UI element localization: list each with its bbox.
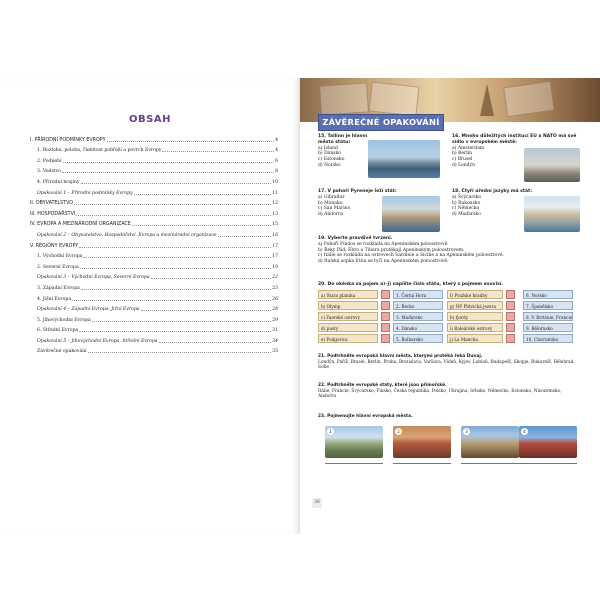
capitals-list[interactable]: Londýn, Paříž, Brusel, Berlín, Praha, Bratislava, Varšava, Vídeň, Kyjev, Lublaň, Budapešť, Skopje, Bukurešť, Bělehrad, Sofie — [318, 359, 575, 371]
toc-page-number: 28 — [272, 307, 278, 313]
matching-item: 2. Řecko — [393, 301, 443, 310]
toc-entry[interactable] — [30, 302, 278, 313]
option: b) Berlín — [452, 151, 472, 157]
toc-entry-text: 2. Severní Evropa — [37, 264, 79, 270]
toc-leader — [62, 172, 274, 173]
question-22 — [318, 383, 580, 400]
toc-leader — [80, 268, 271, 269]
option: c) Brusel — [452, 157, 473, 163]
answer-box[interactable] — [506, 312, 515, 321]
toc-page-number: 17 — [272, 254, 278, 260]
toc-entry[interactable] — [30, 164, 278, 175]
answer-box[interactable] — [506, 323, 515, 332]
toc-entry[interactable] — [30, 280, 278, 291]
states-list[interactable]: Itálie, Francie, Švýcarsko, Finsko, Česká republika, Polsko, Ukrajina, Srbsko, Německo, Estonsko, Nizozemsko, Andorra — [318, 388, 562, 400]
toc-entry-text: 3. Vodstvo — [37, 169, 62, 175]
toc-entry-text: 3. Západní Evropa — [37, 285, 80, 291]
answer-box[interactable] — [381, 312, 390, 321]
toc-leader — [159, 342, 272, 343]
answer-box[interactable] — [506, 301, 515, 310]
toc-page-number: 4 — [275, 137, 278, 143]
toc-entry-text: Opakování 4 – Západní Evropa, Jižní Evropa — [37, 307, 140, 313]
city-photo — [461, 426, 519, 458]
toc-page-number: 34 — [272, 338, 278, 344]
toc-entry[interactable] — [30, 206, 278, 217]
matching-item: 7. Španělsko — [523, 301, 573, 310]
photo-number: 4 — [521, 428, 528, 435]
option: b) Řeky Pád, Ebro a Tibera protékají Apeninským poloostrovem. — [318, 247, 465, 253]
matching-item: 1. Černá Hora — [393, 290, 443, 299]
toc-entry[interactable] — [30, 143, 278, 154]
toc-entry[interactable] — [30, 333, 278, 344]
toc-entry-text: 4. Přírodní krajiny — [37, 179, 80, 185]
toc-page-number: 16 — [272, 232, 278, 238]
toc-entry-text: II. OBYVATELSTVO — [30, 201, 74, 207]
matching-item: 5. Bulharsko — [393, 334, 443, 343]
toc-entry[interactable] — [30, 227, 278, 238]
toc-entry[interactable] — [30, 312, 278, 323]
question-23 — [318, 414, 580, 420]
answer-line[interactable] — [461, 462, 519, 464]
option: b) Monako — [318, 200, 343, 206]
matching-item: f) Pražské hradby — [447, 290, 503, 299]
answer-line[interactable] — [393, 462, 451, 464]
question-20 — [318, 282, 580, 288]
toc-leader — [76, 215, 271, 216]
toc-leader — [72, 300, 271, 301]
matching-item: 10. Chorvatsko — [523, 334, 573, 343]
toc-leader — [79, 247, 271, 248]
matching-item: 4. Dánsko — [393, 323, 443, 332]
photo-number: 3 — [463, 428, 470, 435]
toc-entry[interactable] — [30, 259, 278, 270]
toc-page-number: 12 — [272, 201, 278, 207]
toc-entry[interactable] — [30, 249, 278, 260]
answer-line[interactable] — [325, 462, 383, 464]
toc-page-number: 4 — [275, 148, 278, 154]
toc-page-number: 22 — [272, 275, 278, 281]
matching-item: 3. Maďarsko — [393, 312, 443, 321]
toc-leader — [134, 194, 272, 195]
toc-page-number: 26 — [272, 296, 278, 302]
toc-page-number: 6 — [275, 158, 278, 164]
toc-leader — [74, 204, 271, 205]
toc-entry[interactable] — [30, 344, 278, 355]
toc-page-number: 13 — [272, 211, 278, 217]
matching-item: i) Baleárské ostrovy — [447, 323, 503, 332]
table-of-contents — [30, 132, 278, 354]
page-number: 36 — [312, 498, 322, 508]
toc-entry-text: 1. Rozloha, poloha, členitost pobřeží a povrch Evropy — [37, 148, 162, 154]
option: d) Maďarsko — [452, 212, 481, 218]
answer-box[interactable] — [381, 290, 390, 299]
toc-page-number: 11 — [272, 190, 278, 196]
option: a) Pohoří Pindos se rozkládá na Apeninském poloostrově. — [318, 241, 449, 247]
matching-item: 9. Bělorusko — [523, 323, 573, 332]
toc-page-number: 19 — [272, 264, 278, 270]
review-title: ZÁVĚREČNÉ OPAKOVÁNÍ — [318, 114, 444, 131]
monaco-photo — [382, 196, 440, 232]
question-text: 22. Podtrhněte evropské státy, které jsou přímořské. — [318, 383, 447, 388]
toc-page-number: 31 — [272, 328, 278, 334]
toc-entry-text: 2. Podnebí — [37, 158, 62, 164]
answer-box[interactable] — [506, 334, 515, 343]
toc-entry[interactable] — [30, 185, 278, 196]
toc-leader — [88, 352, 272, 353]
option: c) San Marino — [318, 206, 351, 212]
toc-page-number: 23 — [272, 285, 278, 291]
toc-entry[interactable] — [30, 238, 278, 249]
option: b) Rakousko — [452, 200, 481, 206]
toc-leader — [81, 289, 271, 290]
answer-box[interactable] — [381, 323, 390, 332]
toc-entry-text: IV. EVROPA A MEZINÁRODNÍ ORGANIZACE — [30, 222, 131, 228]
toc-entry-text: III. HOSPODÁŘSTVÍ — [30, 211, 76, 217]
photo-number: 1 — [327, 428, 334, 435]
option: c) Itálie se rozkládá na ostrovech Sardinie a Sicílie a na Apeninském poloostrově. — [318, 253, 505, 259]
option: a) Gibraltar — [318, 194, 345, 200]
geneva-photo — [524, 196, 580, 232]
question-21 — [318, 354, 580, 371]
matching-item: g) NP Plitvická jezera — [447, 301, 503, 310]
toc-entry-text: V. REGIONY EVROPY — [30, 243, 79, 249]
question-text: 18. Čtyři úřední jazyky má stát: — [452, 189, 532, 194]
toc-entry[interactable] — [30, 132, 278, 143]
left-page — [0, 78, 300, 534]
answer-box[interactable] — [381, 301, 390, 310]
toc-leader — [218, 236, 272, 237]
toc-entry-text: Závěrečné opakování — [37, 349, 87, 355]
toc-page-number: 35 — [272, 349, 278, 355]
option: d) Norsko — [318, 162, 341, 168]
toc-page-number: 15 — [272, 222, 278, 228]
toc-entry-text: 4. Jižní Evropa — [37, 296, 72, 302]
question-text: 17. V pohoří Pyreneje leží stát: — [318, 189, 397, 194]
tallinn-photo — [368, 140, 440, 178]
toc-entry-text: I. PŘÍRODNÍ PODMÍNKY EVROPY — [30, 137, 106, 143]
toc-leader — [107, 141, 275, 142]
matching-item: 6. Norsko — [523, 290, 573, 299]
toc-entry-text: 5. Jihovýchodní Evropa — [37, 317, 91, 323]
option: a) Švýcarsko — [452, 194, 482, 200]
option: d) Londýn — [452, 162, 475, 168]
option: c) Německo — [452, 206, 480, 212]
question-text: 20. Do okénka za pojem a)–j) napište číslo státu, který s pojmem souvisí. — [318, 282, 504, 287]
question-text: 23. Pojmenujte hlavní evropská města. — [318, 414, 413, 419]
toc-entry[interactable] — [30, 217, 278, 228]
toc-entry[interactable] — [30, 174, 278, 185]
question-text: 15. Tallinn je hlavní město státu: — [318, 134, 368, 145]
toc-entry-text: Opakování 3 – Východní Evropa, Severní Evropa — [37, 275, 150, 281]
answer-box[interactable] — [381, 334, 390, 343]
matching-item: e) Podgorica — [318, 334, 378, 343]
brussels-photo — [524, 148, 580, 182]
toc-entry-text: Opakování 2 – Obyvatelstvo, Hospodářství, Evropa a mezinárodní organizace — [37, 232, 217, 238]
matching-item: j) La Mancha — [447, 334, 503, 343]
city-photo — [325, 426, 383, 458]
toc-page-number: 17 — [272, 243, 278, 249]
toc-leader — [162, 151, 274, 152]
toc-leader — [81, 183, 272, 184]
toc-entry[interactable] — [30, 270, 278, 281]
toc-leader — [83, 257, 271, 258]
photo-number: 2 — [395, 428, 402, 435]
matching-item: d) pusty — [318, 323, 378, 332]
city-photo — [393, 426, 451, 458]
toc-entry-text: Opakování 1 – Přírodní podmínky Evropy — [37, 190, 133, 196]
matching-item: c) Faerské ostrovy — [318, 312, 378, 321]
question-text: 21. Podtrhněte evropská hlavní města, kterými protéká řeka Dunaj. — [318, 354, 483, 359]
toc-leader — [92, 321, 271, 322]
question-text: 16. Mnoho důležitých institucí EU a NATO má své sídlo v evropském městě: — [452, 134, 577, 145]
option: d) Andorra — [318, 212, 343, 218]
toc-entry[interactable] — [30, 291, 278, 302]
toc-leader — [151, 278, 272, 279]
option: a) Island — [318, 145, 338, 151]
toc-title: OBSAH — [129, 114, 171, 125]
matching-item: h) fjordy — [447, 312, 503, 321]
toc-leader — [63, 162, 275, 163]
question-19 — [318, 236, 580, 265]
option: c) Estonsko — [318, 157, 345, 163]
city-photo — [519, 426, 577, 458]
option: b) Dánsko — [318, 151, 342, 157]
toc-entry[interactable] — [30, 153, 278, 164]
toc-entry-text: 6. Střední Evropa — [37, 328, 79, 334]
toc-entry-text: Opakování 5 – Jihovýchodní Evropa, Střední Evropa — [37, 338, 158, 344]
matching-item: b) Olymp — [318, 301, 378, 310]
toc-leader — [79, 331, 271, 332]
question-text: 19. Vyberte pravdivé tvrzení. — [318, 236, 393, 241]
toc-page-number: 8 — [275, 169, 278, 175]
option: d) Italská sopka Etna se tyčí na Apeninském poloostrově. — [318, 259, 449, 265]
answer-line[interactable] — [519, 462, 577, 464]
answer-box[interactable] — [506, 290, 515, 299]
toc-entry[interactable] — [30, 323, 278, 334]
toc-page-number: 29 — [272, 317, 278, 323]
option: a) Amsterdam — [452, 145, 485, 151]
matching-item: a) Stara planina — [318, 290, 378, 299]
toc-leader — [132, 225, 271, 226]
toc-leader — [141, 310, 272, 311]
matching-item: 8. V. Británie, Francie — [523, 312, 573, 321]
toc-entry-text: 1. Východní Evropa — [37, 254, 83, 260]
toc-entry[interactable] — [30, 196, 278, 207]
toc-page-number: 10 — [272, 179, 278, 185]
